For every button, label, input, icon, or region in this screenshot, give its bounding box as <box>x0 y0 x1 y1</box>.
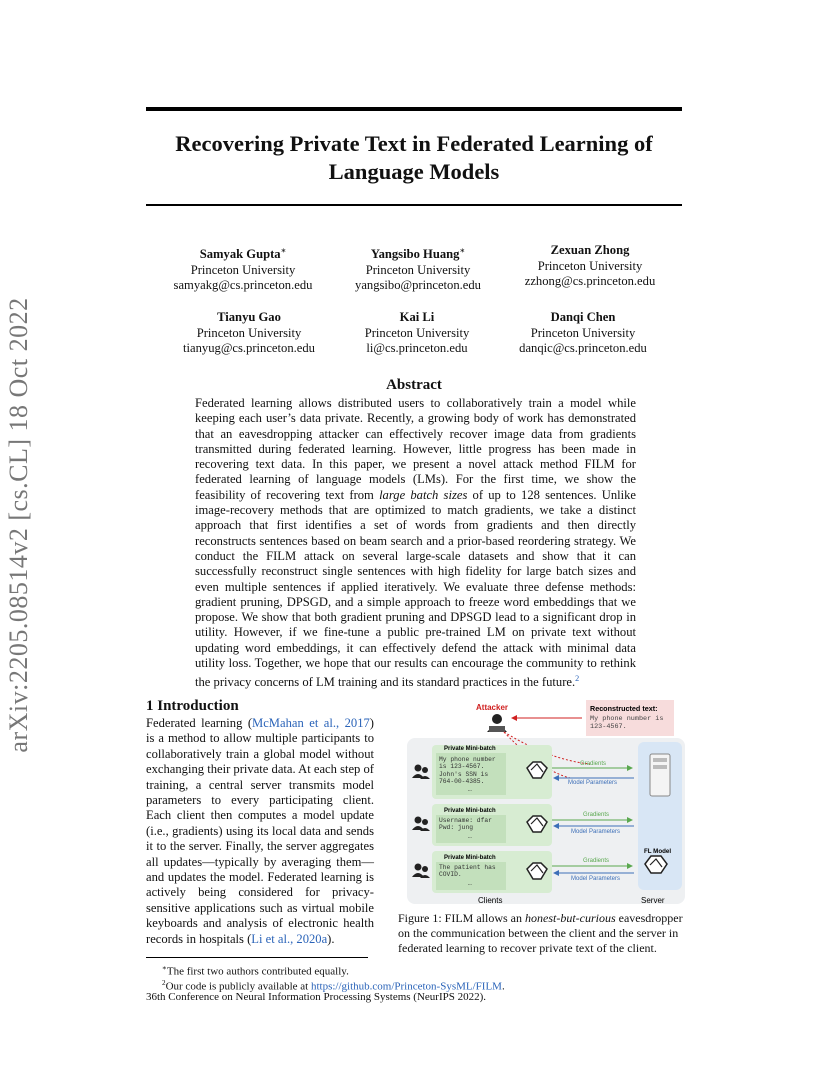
clients-label: Clients <box>478 896 503 905</box>
author-email: danqic@cs.princeton.edu <box>519 341 647 355</box>
author-2 <box>318 243 518 294</box>
reconstructed-text-title: Reconstructed text: <box>590 704 658 713</box>
paper-title <box>146 130 682 186</box>
attacker-icon <box>487 714 507 732</box>
author-name: Tianyu Gao <box>217 310 281 324</box>
author-6 <box>483 310 683 357</box>
gradients-label: Gradients <box>583 858 610 864</box>
fl-model-label: FL Model <box>644 848 672 855</box>
mini-batch-text: My phone number is 123-4567. John's SSN is 764-00-4385. … <box>439 756 496 793</box>
author-1 <box>143 243 343 294</box>
footnote-1: ∗The first two authors contributed equally. <box>162 964 349 978</box>
author-email: samyakg@cs.princeton.edu <box>173 278 313 293</box>
author-email: zzhong@cs.princeton.edu <box>524 274 656 288</box>
mini-batch-label: Private Mini-batch <box>444 855 496 861</box>
figure-caption: Figure 1: FILM allows an honest-but-curious eavesdropper on the communication between the client and the server in federated learning to recover private text of the client. <box>398 911 683 955</box>
author-name: Yangsibo Huang <box>370 247 460 262</box>
reconstructed-text-line: 123-4567. <box>590 723 627 731</box>
abstract-heading: Abstract <box>386 377 442 393</box>
code-link[interactable]: https://github.com/Princeton-SysML/FILM <box>310 980 502 993</box>
author-affiliation: Princeton University <box>196 325 302 340</box>
equal-contribution-mark: ∗ <box>280 246 287 255</box>
equal-contribution-mark: ∗ <box>459 246 466 255</box>
mini-batch-label: Private Mini-batch <box>444 808 496 814</box>
model-params-label: Model Parameters <box>568 780 618 786</box>
author-name: Samyak Gupta <box>199 247 281 262</box>
figure-1-diagram <box>400 698 690 908</box>
model-params-label: Model Parameters <box>571 829 621 835</box>
author-affiliation: Princeton University <box>190 262 296 277</box>
footnote-rule <box>146 957 368 958</box>
citation-link[interactable]: Li et al., 2020a <box>251 931 328 946</box>
section-heading: 1 Introduction <box>146 698 239 714</box>
author-email: li@cs.princeton.edu <box>366 341 468 355</box>
author-affiliation: Princeton University <box>530 325 636 340</box>
attacker-label: Attacker <box>476 703 509 712</box>
footnote-ref[interactable]: 2 <box>575 674 580 684</box>
footnote-2: $^2$Our code is publicly available at https://github.com/Princeton-SysML/FILM. <box>162 979 505 993</box>
author-name: Danqi Chen <box>550 310 616 324</box>
reconstructed-text-line: My phone number is <box>590 715 664 723</box>
author-name: Kai Li <box>399 310 435 324</box>
mini-batch-text: The patient has COVID. … <box>439 864 496 887</box>
title-top-rule <box>146 107 682 111</box>
title-line-2: Language Models <box>328 159 500 184</box>
author-affiliation: Princeton University <box>537 258 643 273</box>
model-params-label: Model Parameters <box>571 876 621 882</box>
server-label: Server <box>641 896 665 905</box>
gradients-label: Gradients <box>583 812 610 818</box>
server-icon <box>650 754 670 796</box>
author-email: yangsibo@princeton.edu <box>355 278 481 293</box>
title-bottom-rule <box>146 204 682 206</box>
gradients-label: Gradients <box>580 761 607 767</box>
author-affiliation: Princeton University <box>365 262 471 277</box>
author-3 <box>490 243 690 290</box>
abstract-body: Federated learning allows distributed users to collaboratively train a model while keeping each user’s data private. Recently, a growing body of work has demonstrated that an eavesdropping attacker can effectively recover image data from gradients transmitted during federated learning. However, little progress has been made in recovering text data. In this paper, we present a novel attack method FILM for federated learning of language models (LMs). For the first time, we show the feasibility of recovering text from large batch sizes of up to 128 sentences. Unlike image-recovery methods that are optimized to match gradients, we take a distinct approach that first identifies a set of words from gradients and then directly reconstructs sentences based on beam search and a prior-based reordering strategy. We conduct the FILM attack on several large-scale datasets and show that it can successfully reconstruct single sentences with high fidelity for large batch sizes and even multiple sentences if applied iteratively. We evaluate three defense methods: gradient pruning, DPSGD, and a simple approach to freeze word embeddings that we propose. We show that both gradient pruning and DPSGD lead to a significant drop in utility. However, if we fine-tune a public pre-trained LM on private text without updating word embeddings, it can effectively defend the attack with minimal data utility loss. Together, we hope that our results can encourage the community to rethink the privacy concerns of LM training and its standard practices in the future.$^2$ <box>195 396 637 690</box>
mini-batch-text: Username: dfar Pwd: jung … <box>439 817 492 840</box>
author-affiliation: Princeton University <box>364 325 470 340</box>
intro-paragraph: Federated learning (McMahan et al., 2017) is a method to allow multiple participants to collaboratively train a global model without exchanging their private data. At each step of training, a central server transmits model parameters to every participating client. Each client then computes a model update (i.e., gradients) using its local data and sends it to the server. Finally, the server aggregates all updates—typically by averaging them—and updates the model. Federated learning is actively being considered for privacy-sensitive applications such as virtual mobile keyboards and analysis of electronic health records in hospitals (Li et al., 2020a). <box>146 716 374 946</box>
author-email: tianyug@cs.princeton.edu <box>183 341 315 355</box>
mini-batch-label: Private Mini-batch <box>444 746 496 752</box>
title-line-1: Recovering Private Text in Federated Learning of <box>175 131 653 156</box>
citation-link[interactable]: McMahan et al., 2017 <box>252 716 370 730</box>
conference-note: 36th Conference on Neural Information Processing Systems (NeurIPS 2022). <box>146 991 487 1003</box>
author-name: Zexuan Zhong <box>550 243 630 257</box>
